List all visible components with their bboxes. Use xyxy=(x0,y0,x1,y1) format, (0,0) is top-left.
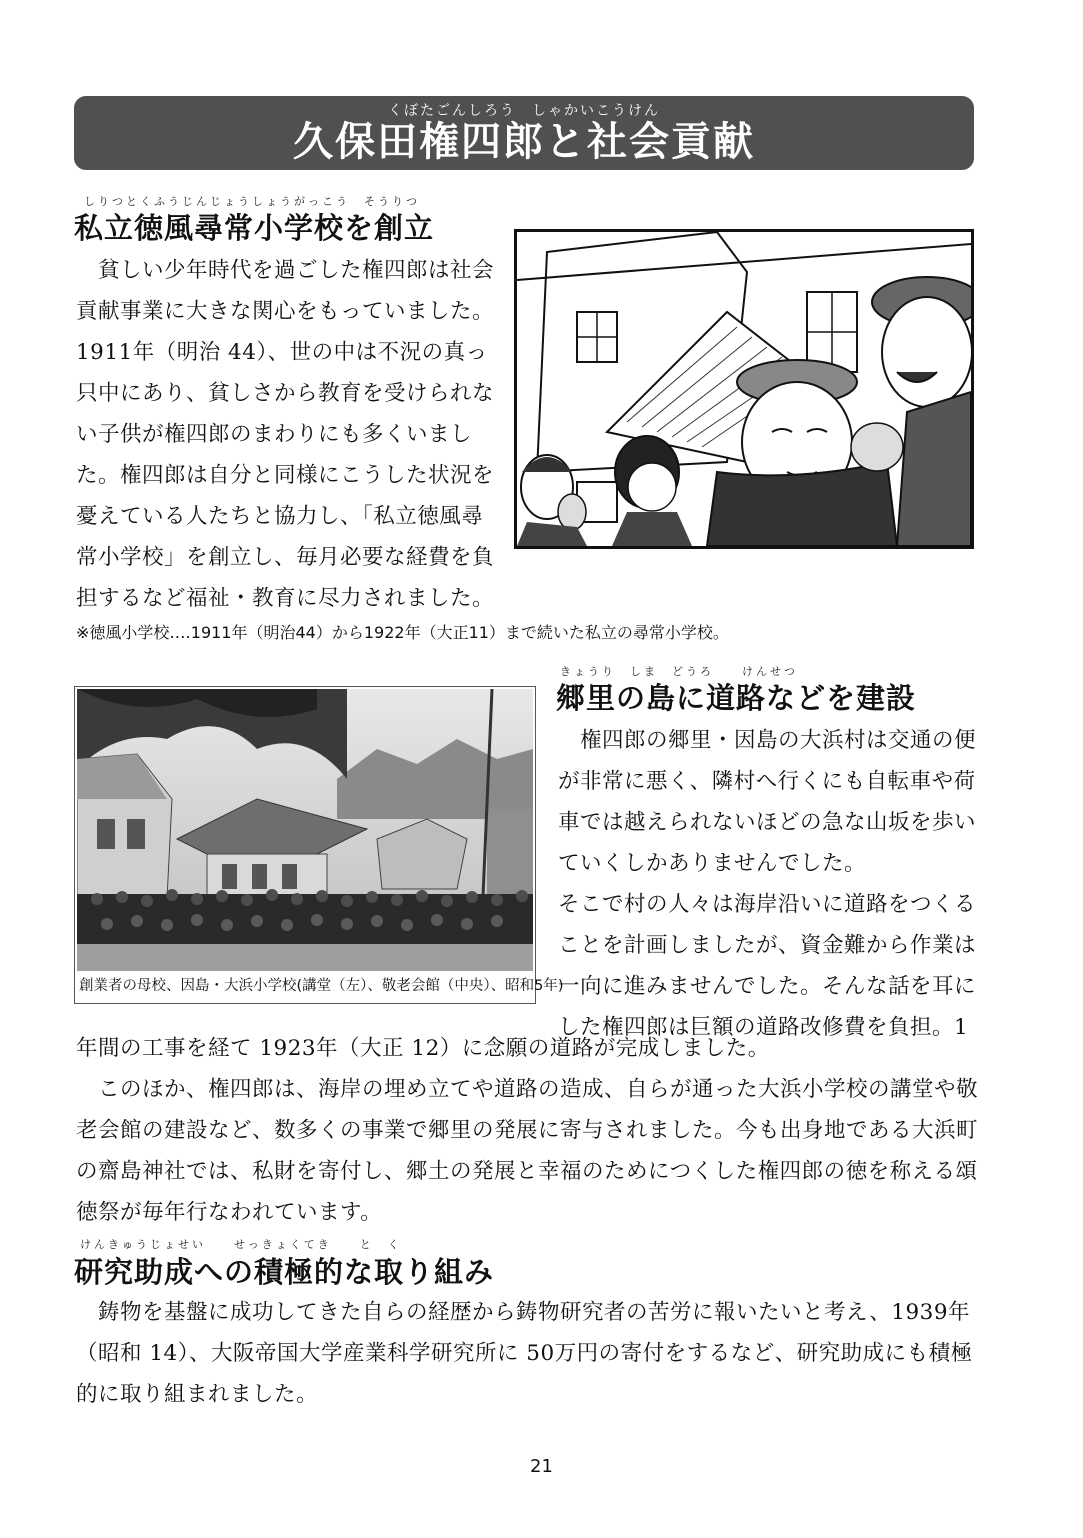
section2-heading: 郷里の島に道路などを建設 xyxy=(556,681,917,715)
text-line: 只中にあり、貧しさから教育を受けられな xyxy=(76,381,495,406)
text-line: 年間の工事を経て 1923年（大正 12）に念願の道路が完成しました。 xyxy=(76,1036,770,1061)
section1-furigana: しりつとくふうじんじょうしょうがっこう そうりつ xyxy=(84,195,420,208)
text-line: このほか、権四郎は、海岸の埋め立てや道路の造成、自らが通った大浜小学校の講堂や敬 xyxy=(76,1077,979,1102)
text-line: 権四郎の郷里・因島の大浜村は交通の便 xyxy=(558,728,977,753)
section1-heading: 私立徳風尋常小学校を創立 xyxy=(74,211,435,245)
text-line: の齋島神社では、私財を寄付し、郷土の発展と幸福のためにつくした権四郎の徳を称える頌 xyxy=(76,1159,978,1184)
photo-caption: 創業者の母校、因島・大浜小学校(講堂（左）、敬老会館（中央）、昭和5年) xyxy=(79,978,564,994)
text-line: （昭和 14）、大阪帝国大学産業科学研究所に 50万円の寄付をするなど、研究助成にも積極 xyxy=(76,1341,973,1366)
text-line: 的に取り組まれました。 xyxy=(76,1382,319,1407)
manga-illustration xyxy=(514,229,974,549)
page-title: 久保田権四郎と社会貢献 xyxy=(293,119,755,165)
text-line: 担するなど福祉・教育に尽力されました。 xyxy=(76,586,495,611)
text-line: が非常に悪く、隣村へ行くにも自転車や荷 xyxy=(558,769,976,794)
text-line: そこで村の人々は海岸沿いに道路をつくる xyxy=(558,892,977,917)
photo-drawing xyxy=(77,689,533,971)
text-line: い子供が権四郎のまわりにも多くいまし xyxy=(76,422,473,447)
text-line: ことを計画しましたが、資金難から作業は xyxy=(558,933,977,958)
manga-drawing xyxy=(517,232,971,546)
page-number: 21 xyxy=(530,1456,553,1477)
text-line: た。権四郎は自分と同様にこうした状況を xyxy=(76,463,495,488)
historical-photo xyxy=(74,686,564,1004)
title-furigana: くぼたごんしろう しゃかいこうけん xyxy=(388,103,660,119)
text-line: 一向に進みませんでした。そんな話を耳に xyxy=(558,974,977,999)
section3-body xyxy=(76,1292,973,1415)
text-line: 徳祭が毎年行なわれています。 xyxy=(76,1200,383,1225)
text-line: 貧しい少年時代を過ごした権四郎は社会 xyxy=(76,258,495,283)
text-line: 1911年（明治 44）、世の中は不況の真っ xyxy=(76,340,488,365)
section3-furigana: けんきゅうじょせい せっきょくてき と く xyxy=(80,1238,402,1251)
text-line: 憂えている人たちと協力し、「私立徳風尋 xyxy=(76,504,484,529)
section1-body xyxy=(76,250,494,619)
text-line: 貢献事業に大きな関心をもっていました。 xyxy=(76,299,495,324)
text-line: 老会館の建設など、数多くの事業で郷里の発展に寄与されました。今も出身地である大浜町 xyxy=(76,1118,979,1143)
photo-image xyxy=(77,689,533,971)
footnote: ※徳風小学校‥‥1911年（明治44）から1922年（大正11）まで続いた私立の尋常小学校。 xyxy=(76,623,729,642)
section3-heading: 研究助成への積極的な取り組み xyxy=(74,1255,495,1289)
text-line: 車では越えられないほどの急な山坂を歩い xyxy=(558,810,977,835)
section2-furigana: きょうり しま どうろ けんせつ xyxy=(560,665,798,678)
title-banner xyxy=(74,96,974,170)
text-line: 鋳物を基盤に成功してきた自らの経歴から鋳物研究者の苦労に報いたいと考え、1939年 xyxy=(76,1300,971,1325)
text-line: した権四郎は巨額の道路改修費を負担。1 xyxy=(558,1015,969,1040)
section2-right-body xyxy=(558,720,976,1048)
text-line: ていくしかありませんでした。 xyxy=(558,851,867,876)
section2-full-body xyxy=(76,1028,978,1233)
text-line: 常小学校」を創立し、毎月必要な経費を負 xyxy=(76,545,495,570)
